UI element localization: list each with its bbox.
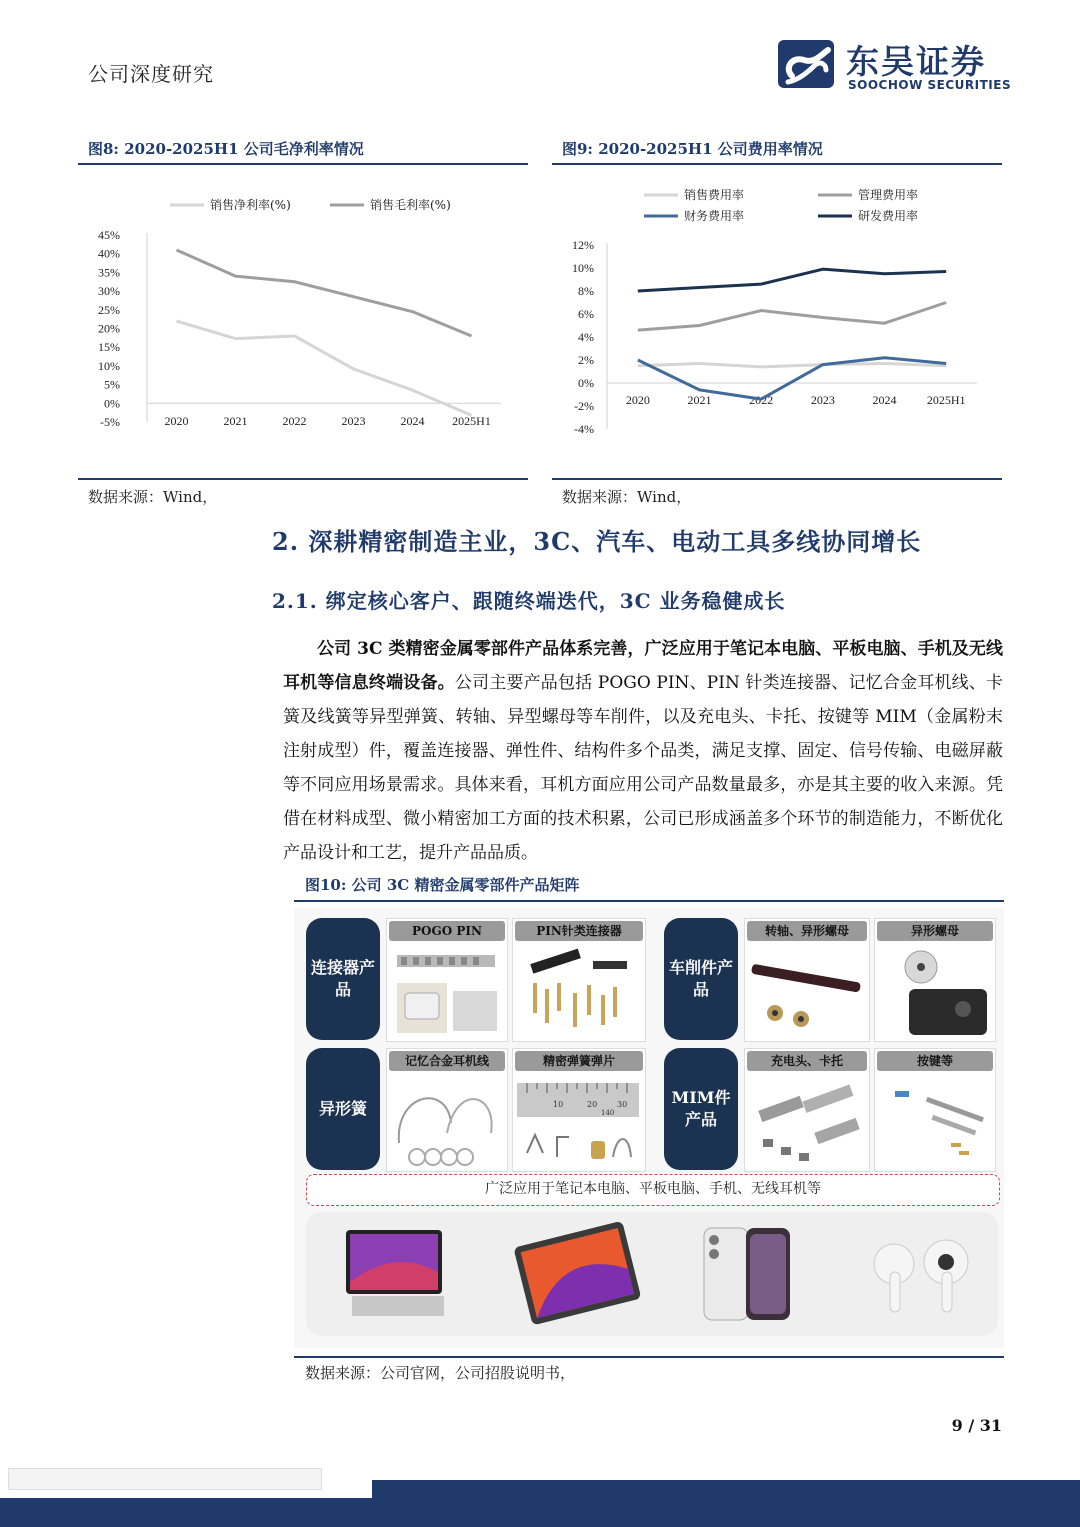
button-parts-image-icon <box>875 1073 993 1171</box>
ruler-mark: 30 <box>617 1100 628 1109</box>
figure-8-chart <box>78 165 528 475</box>
series-line <box>638 303 946 331</box>
y-tick-label: -2% <box>574 399 594 413</box>
y-tick-label: -5% <box>100 415 120 429</box>
y-tick-label: 15% <box>98 340 120 355</box>
figure-9-source: 数据来源：Wind， <box>562 488 692 506</box>
divider <box>294 1356 1004 1358</box>
divider <box>78 478 528 480</box>
tablet-icon <box>513 1221 641 1326</box>
x-tick-label: 2022 <box>282 414 307 428</box>
brand-name: 东吴证券 <box>846 42 986 81</box>
product-label: 充电头、卡托 <box>747 1051 867 1071</box>
y-tick-label: 25% <box>98 302 120 317</box>
spring-image-icon <box>513 1073 643 1171</box>
legend-label: 研发费用率 <box>858 209 919 223</box>
product-tile-special-nut <box>874 918 996 1042</box>
section-2-1-heading: 2.1. 绑定核心客户、跟随终端迭代，3C 业务稳健成长 <box>272 589 786 613</box>
x-tick-label: 2025H1 <box>452 414 491 428</box>
product-tile-hinge-nut <box>744 918 870 1042</box>
product-tile-precision-spring <box>512 1048 646 1172</box>
pin-connector-image-icon <box>513 943 643 1041</box>
brand-name-en: SOOCHOW SECURITIES <box>848 78 1012 92</box>
category-connector: 连接器产品 <box>306 918 380 1040</box>
series-line <box>638 269 946 291</box>
figure-9-title: 图9: 2020-2025H1 公司费用率情况 <box>562 140 823 158</box>
x-tick-label: 2021 <box>223 414 248 428</box>
x-tick-label: 2020 <box>625 393 650 407</box>
report-type-label: 公司深度研究 <box>88 62 214 86</box>
page-number: 9 / 31 <box>951 1416 1002 1435</box>
legend-label: 管理费用率 <box>858 188 919 202</box>
footer-placeholder <box>8 1468 322 1490</box>
product-tile-memory-alloy-wire <box>386 1048 508 1172</box>
legend-label: 销售净利率(%) <box>210 198 291 212</box>
series-line <box>177 250 472 336</box>
product-label: PIN针类连接器 <box>515 921 643 941</box>
y-tick-label: 5% <box>104 377 120 392</box>
y-tick-label: 45% <box>98 228 120 242</box>
y-tick-label: 30% <box>98 284 120 299</box>
figure-8-source: 数据来源：Wind， <box>88 488 218 506</box>
x-tick-label: 2023 <box>810 393 835 407</box>
section-2-heading: 2. 深耕精密制造主业，3C、汽车、电动工具多线协同增长 <box>272 527 922 556</box>
x-tick-label: 2023 <box>341 414 366 428</box>
divider <box>294 900 1004 902</box>
product-label: 精密弹簧弹片 <box>515 1051 643 1071</box>
body-paragraph <box>283 632 1003 870</box>
x-tick-label: 2024 <box>400 414 425 428</box>
product-label: 转轴、异形螺母 <box>747 921 867 941</box>
hinge-image-icon <box>745 943 867 1041</box>
devices-image-icon <box>306 1212 998 1336</box>
device-strip <box>306 1212 998 1336</box>
product-tile-pin-connector <box>512 918 646 1042</box>
figure-10-source: 数据来源：公司官网，公司招股说明书， <box>305 1364 576 1382</box>
soochow-logo-icon <box>778 38 838 90</box>
legend-label: 财务费用率 <box>684 209 745 223</box>
series-line <box>638 363 946 366</box>
x-tick-label: 2025H1 <box>926 393 966 407</box>
pogo-pin-image-icon <box>387 943 505 1041</box>
y-tick-label: 20% <box>98 321 120 336</box>
x-tick-label: 2022 <box>749 393 774 407</box>
figure-8-title: 图8: 2020-2025H1 公司毛净利率情况 <box>88 140 364 158</box>
ruler-mark: 140 <box>601 1109 615 1117</box>
paragraph-body: 公司主要产品包括 POGO PIN、PIN 针类连接器、记忆合金耳机线、卡簧及线簧等异型弹簧、转轴、异型螺母等车削件，以及充电头、卡托、按键等 MIM（金属粉末注射成型）件，覆盖连接器、弹性件、结构件多个品类，满足支撑、固定、信号传输、电磁屏蔽等不同应用场景需求。具体来看，耳机方面应用公司产品数量最多，亦是其主要的收入来源。凭借在材料成型、微小精密加工方面的技术积累，公司已形成涵盖多个环节的制造能力，不断优化产品设计和工艺，提升产品品质。 <box>283 673 1004 863</box>
y-tick-label: 10% <box>572 261 594 275</box>
product-label: POGO PIN <box>389 921 505 941</box>
product-label: 按键等 <box>877 1051 993 1071</box>
legend-label: 销售毛利率(%) <box>370 198 451 212</box>
product-tile-pogo-pin <box>386 918 508 1042</box>
y-tick-label: 40% <box>98 246 120 261</box>
special-nut-image-icon <box>875 943 993 1041</box>
product-tile-charger-tray <box>744 1048 870 1172</box>
figure-9-chart <box>552 165 1002 475</box>
legend-label: 销售费用率 <box>684 188 745 202</box>
paragraph-lead: 公司 3C 类精密金属零部件产品体系完善，广泛应用于笔记本电脑、平板电脑、手机及无线耳机等信息终端设备。 <box>283 639 1003 693</box>
category-mim: MIM件产品 <box>664 1048 738 1170</box>
y-tick-label: 12% <box>572 238 594 252</box>
x-tick-label: 2020 <box>164 414 189 428</box>
y-tick-label: 2% <box>578 353 594 367</box>
divider <box>552 478 1002 480</box>
sim-tray-image-icon <box>745 1073 867 1171</box>
y-tick-label: 8% <box>578 284 594 298</box>
x-tick-label: 2021 <box>687 393 712 407</box>
y-tick-label: 10% <box>98 358 120 373</box>
x-tick-label: 2024 <box>872 393 897 407</box>
laptop-icon <box>346 1230 444 1316</box>
y-tick-label: 4% <box>578 330 594 344</box>
series-line <box>177 321 472 415</box>
y-tick-label: 0% <box>578 376 594 390</box>
phone-icon <box>704 1228 790 1320</box>
ruler-mark: 20 <box>587 1100 598 1109</box>
application-note: 广泛应用于笔记本电脑、平板电脑、手机、无线耳机等 <box>306 1174 1000 1206</box>
y-tick-label: 0% <box>104 396 120 411</box>
alloy-wire-image-icon <box>387 1073 505 1171</box>
product-tile-buttons <box>874 1048 996 1172</box>
y-tick-label: 35% <box>98 265 120 280</box>
y-tick-label: -4% <box>574 422 594 436</box>
figure-10-title: 图10: 公司 3C 精密金属零部件产品矩阵 <box>305 876 580 894</box>
category-special-spring: 异形簧 <box>306 1048 380 1170</box>
ruler-mark: 10 <box>553 1100 564 1109</box>
product-label: 异形螺母 <box>877 921 993 941</box>
product-label: 记忆合金耳机线 <box>389 1051 505 1071</box>
earbuds-icon <box>874 1240 968 1312</box>
y-tick-label: 6% <box>578 307 594 321</box>
category-turned-parts: 车削件产品 <box>664 918 738 1040</box>
